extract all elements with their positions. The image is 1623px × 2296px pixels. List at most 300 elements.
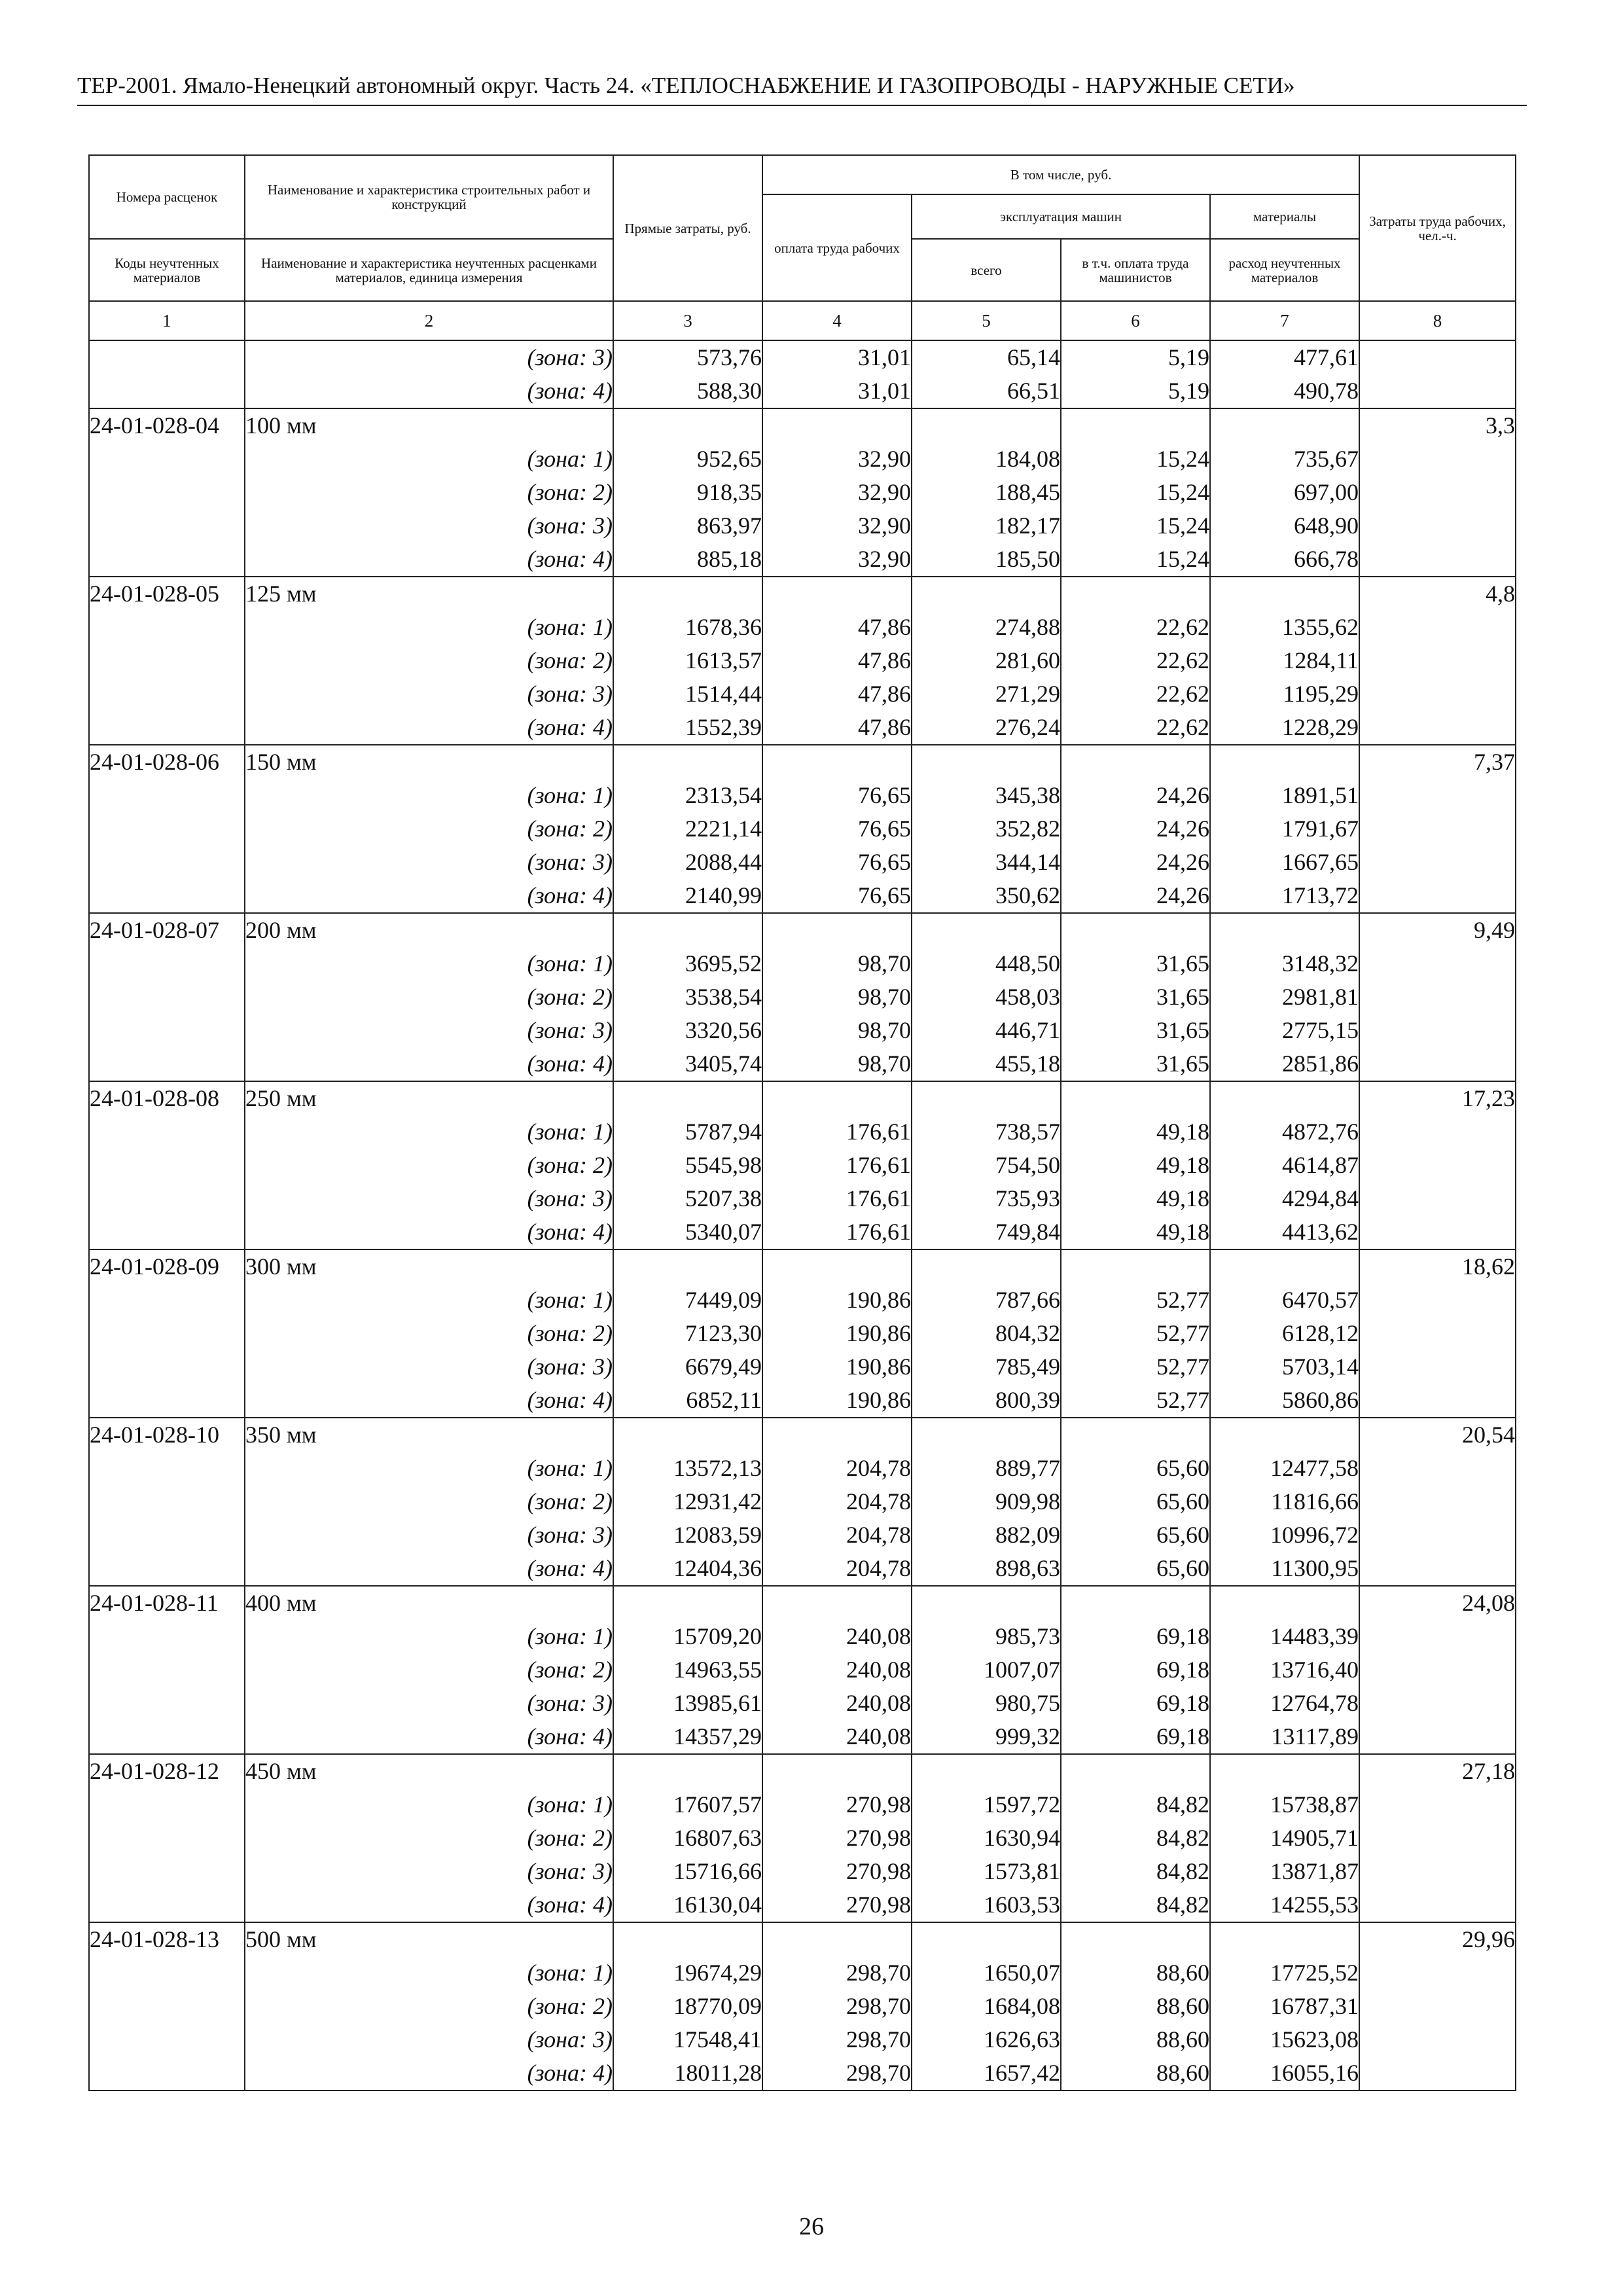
- rate-name: 250 мм: [245, 1081, 613, 1115]
- materials-cost: 2851,86: [1210, 1047, 1359, 1081]
- empty-cell: [89, 374, 245, 408]
- empty-cell: [1061, 1754, 1210, 1788]
- machines-total: 352,82: [912, 812, 1061, 846]
- wages: 98,70: [762, 1047, 912, 1081]
- machinist-wages: 15,24: [1061, 543, 1210, 577]
- machinist-wages: 15,24: [1061, 476, 1210, 509]
- direct-costs: 1613,57: [613, 644, 762, 677]
- materials-cost: 2775,15: [1210, 1014, 1359, 1047]
- rate-name: 150 мм: [245, 745, 613, 779]
- zone-row: [89, 2056, 1516, 2090]
- column-number: 4: [762, 301, 912, 340]
- empty-cell: [1061, 1586, 1210, 1620]
- labor-cost: 4,8: [1359, 577, 1516, 611]
- machines-total: 738,57: [912, 1115, 1061, 1149]
- wages: 32,90: [762, 509, 912, 543]
- direct-costs: 5207,38: [613, 1182, 762, 1215]
- empty-cell: [762, 1754, 912, 1788]
- direct-costs: 14357,29: [613, 1720, 762, 1754]
- zone-label: (зона: 1): [245, 1788, 613, 1821]
- zone-row: [89, 1552, 1516, 1586]
- zone-row: [89, 1149, 1516, 1182]
- zone-label: (зона: 1): [245, 947, 613, 980]
- empty-cell: [1359, 677, 1516, 711]
- wages: 298,70: [762, 2056, 912, 2090]
- machinist-wages: 22,62: [1061, 677, 1210, 711]
- empty-cell: [1359, 509, 1516, 543]
- wages: 270,98: [762, 1888, 912, 1922]
- zone-row: [89, 1317, 1516, 1350]
- empty-cell: [1061, 1081, 1210, 1115]
- zone-label: (зона: 2): [245, 812, 613, 846]
- empty-cell: [89, 1350, 245, 1384]
- empty-cell: [89, 1115, 245, 1149]
- empty-cell: [1359, 1317, 1516, 1350]
- empty-cell: [613, 1418, 762, 1452]
- header-total: всего: [912, 239, 1061, 301]
- direct-costs: 5787,94: [613, 1115, 762, 1149]
- rate-row: [89, 1754, 1516, 1788]
- header-incl-rub: В том числе, руб.: [762, 155, 1359, 194]
- direct-costs: 952,65: [613, 442, 762, 476]
- zone-label: (зона: 1): [245, 1956, 613, 1990]
- zone-row: [89, 1215, 1516, 1249]
- empty-cell: [89, 340, 245, 374]
- empty-cell: [89, 1552, 245, 1586]
- zone-row: [89, 1788, 1516, 1821]
- materials-cost: 11816,66: [1210, 1485, 1359, 1518]
- zone-label: (зона: 4): [245, 1552, 613, 1586]
- zone-label: (зона: 3): [245, 1350, 613, 1384]
- direct-costs: 16130,04: [613, 1888, 762, 1922]
- zone-label: (зона: 4): [245, 1720, 613, 1754]
- empty-cell: [1359, 1855, 1516, 1888]
- direct-costs: 3405,74: [613, 1047, 762, 1081]
- empty-cell: [89, 812, 245, 846]
- zone-label: (зона: 4): [245, 1215, 613, 1249]
- wages: 31,01: [762, 340, 912, 374]
- zone-row: [89, 1182, 1516, 1215]
- materials-cost: 4872,76: [1210, 1115, 1359, 1149]
- empty-cell: [89, 1620, 245, 1653]
- table-body: [89, 340, 1516, 2090]
- empty-cell: [613, 913, 762, 947]
- empty-cell: [1359, 1653, 1516, 1687]
- zone-label: (зона: 4): [245, 711, 613, 745]
- rate-code: 24-01-028-08: [89, 1081, 245, 1115]
- empty-cell: [1210, 1418, 1359, 1452]
- zone-label: (зона: 2): [245, 1317, 613, 1350]
- wages: 76,65: [762, 779, 912, 812]
- empty-cell: [1359, 543, 1516, 577]
- materials-cost: 14255,53: [1210, 1888, 1359, 1922]
- materials-cost: 1891,51: [1210, 779, 1359, 812]
- zone-row: [89, 1687, 1516, 1720]
- rate-code: 24-01-028-07: [89, 913, 245, 947]
- empty-cell: [89, 442, 245, 476]
- materials-cost: 13716,40: [1210, 1653, 1359, 1687]
- empty-cell: [89, 476, 245, 509]
- rate-code: 24-01-028-05: [89, 577, 245, 611]
- direct-costs: 2140,99: [613, 879, 762, 913]
- direct-costs: 1552,39: [613, 711, 762, 745]
- header-rule: [77, 105, 1527, 106]
- machines-total: 344,14: [912, 846, 1061, 879]
- materials-cost: 12764,78: [1210, 1687, 1359, 1720]
- zone-row: [89, 1384, 1516, 1418]
- direct-costs: 14963,55: [613, 1653, 762, 1687]
- zone-label: (зона: 1): [245, 1452, 613, 1485]
- zone-row: [89, 1350, 1516, 1384]
- machinist-wages: 69,18: [1061, 1653, 1210, 1687]
- zone-row: [89, 711, 1516, 745]
- machinist-wages: 65,60: [1061, 1518, 1210, 1552]
- wages: 98,70: [762, 1014, 912, 1047]
- direct-costs: 2313,54: [613, 779, 762, 812]
- wages: 76,65: [762, 879, 912, 913]
- materials-cost: 648,90: [1210, 509, 1359, 543]
- empty-cell: [613, 1586, 762, 1620]
- empty-cell: [89, 1687, 245, 1720]
- empty-cell: [89, 1452, 245, 1485]
- machines-total: 1603,53: [912, 1888, 1061, 1922]
- header-machinist-wages: в т.ч. оплата труда машинистов: [1061, 239, 1210, 301]
- materials-cost: 2981,81: [1210, 980, 1359, 1014]
- wages: 240,08: [762, 1687, 912, 1720]
- machines-total: 985,73: [912, 1620, 1061, 1653]
- machines-total: 909,98: [912, 1485, 1061, 1518]
- machines-total: 184,08: [912, 442, 1061, 476]
- empty-cell: [89, 1384, 245, 1418]
- rate-code: 24-01-028-11: [89, 1586, 245, 1620]
- zone-label: (зона: 3): [245, 1182, 613, 1215]
- empty-cell: [1210, 913, 1359, 947]
- empty-cell: [1359, 1149, 1516, 1182]
- empty-cell: [1359, 1888, 1516, 1922]
- direct-costs: 3695,52: [613, 947, 762, 980]
- rate-code: 24-01-028-06: [89, 745, 245, 779]
- rate-name: 400 мм: [245, 1586, 613, 1620]
- machinist-wages: 49,18: [1061, 1115, 1210, 1149]
- header-rate-numbers: Номера расценок: [89, 155, 245, 239]
- zone-label: (зона: 4): [245, 1888, 613, 1922]
- machines-total: 458,03: [912, 980, 1061, 1014]
- labor-cost: 3,3: [1359, 408, 1516, 442]
- header-material-codes: Коды неучтенных материалов: [89, 239, 245, 301]
- empty-cell: [1210, 1081, 1359, 1115]
- materials-cost: 5703,14: [1210, 1350, 1359, 1384]
- machines-total: 735,93: [912, 1182, 1061, 1215]
- machines-total: 1650,07: [912, 1956, 1061, 1990]
- empty-cell: [89, 1888, 245, 1922]
- empty-cell: [89, 2056, 245, 2090]
- materials-cost: 735,67: [1210, 442, 1359, 476]
- zone-label: (зона: 2): [245, 1149, 613, 1182]
- direct-costs: 12404,36: [613, 1552, 762, 1586]
- empty-cell: [1359, 374, 1516, 408]
- empty-cell: [1359, 1990, 1516, 2023]
- machinist-wages: 52,77: [1061, 1350, 1210, 1384]
- materials-cost: 1195,29: [1210, 677, 1359, 711]
- wages: 240,08: [762, 1620, 912, 1653]
- empty-cell: [1359, 644, 1516, 677]
- wages: 298,70: [762, 2023, 912, 2056]
- column-number: 7: [1210, 301, 1359, 340]
- machinist-wages: 31,65: [1061, 947, 1210, 980]
- empty-cell: [1061, 745, 1210, 779]
- wages: 176,61: [762, 1215, 912, 1249]
- zone-label: (зона: 2): [245, 476, 613, 509]
- zone-row: [89, 442, 1516, 476]
- direct-costs: 885,18: [613, 543, 762, 577]
- machines-total: 1597,72: [912, 1788, 1061, 1821]
- empty-cell: [1359, 1215, 1516, 1249]
- zone-row: [89, 2023, 1516, 2056]
- materials-cost: 3148,32: [1210, 947, 1359, 980]
- zone-row: [89, 779, 1516, 812]
- zone-row: [89, 1956, 1516, 1990]
- zone-label: (зона: 3): [245, 340, 613, 374]
- machinist-wages: 88,60: [1061, 1990, 1210, 2023]
- machines-total: 980,75: [912, 1687, 1061, 1720]
- empty-cell: [1210, 745, 1359, 779]
- zone-row: [89, 1653, 1516, 1687]
- empty-cell: [1359, 1552, 1516, 1586]
- zone-row: [89, 476, 1516, 509]
- materials-cost: 17725,52: [1210, 1956, 1359, 1990]
- wages: 204,78: [762, 1485, 912, 1518]
- column-number: 5: [912, 301, 1061, 340]
- wages: 270,98: [762, 1821, 912, 1855]
- empty-cell: [1210, 577, 1359, 611]
- page-number: 26: [799, 2213, 824, 2240]
- zone-row: [89, 1518, 1516, 1552]
- machines-total: 446,71: [912, 1014, 1061, 1047]
- empty-cell: [1359, 1014, 1516, 1047]
- rate-code: 24-01-028-10: [89, 1418, 245, 1452]
- empty-cell: [762, 408, 912, 442]
- wages: 204,78: [762, 1552, 912, 1586]
- wages: 47,86: [762, 711, 912, 745]
- direct-costs: 16807,63: [613, 1821, 762, 1855]
- rate-row: [89, 1081, 1516, 1115]
- machines-total: 1684,08: [912, 1990, 1061, 2023]
- zone-row: [89, 846, 1516, 879]
- wages: 204,78: [762, 1452, 912, 1485]
- empty-cell: [1359, 1485, 1516, 1518]
- wages: 204,78: [762, 1518, 912, 1552]
- machines-total: 345,38: [912, 779, 1061, 812]
- empty-cell: [1359, 2023, 1516, 2056]
- rate-name: 450 мм: [245, 1754, 613, 1788]
- direct-costs: 7449,09: [613, 1283, 762, 1317]
- empty-cell: [89, 1821, 245, 1855]
- rate-row: [89, 1586, 1516, 1620]
- empty-cell: [89, 1720, 245, 1754]
- empty-cell: [89, 846, 245, 879]
- empty-cell: [89, 947, 245, 980]
- zone-row: [89, 340, 1516, 374]
- zone-row: [89, 1821, 1516, 1855]
- materials-cost: 1667,65: [1210, 846, 1359, 879]
- empty-cell: [89, 779, 245, 812]
- empty-cell: [1359, 1182, 1516, 1215]
- empty-cell: [1359, 1620, 1516, 1653]
- empty-cell: [1359, 1350, 1516, 1384]
- materials-cost: 6128,12: [1210, 1317, 1359, 1350]
- machines-total: 281,60: [912, 644, 1061, 677]
- direct-costs: 18770,09: [613, 1990, 762, 2023]
- column-numbers-row: [89, 301, 1516, 340]
- zone-label: (зона: 3): [245, 1687, 613, 1720]
- machines-total: 1573,81: [912, 1855, 1061, 1888]
- zone-row: [89, 543, 1516, 577]
- machinist-wages: 84,82: [1061, 1788, 1210, 1821]
- machines-total: 785,49: [912, 1350, 1061, 1384]
- direct-costs: 15709,20: [613, 1620, 762, 1653]
- machines-total: 787,66: [912, 1283, 1061, 1317]
- wages: 76,65: [762, 812, 912, 846]
- empty-cell: [89, 1283, 245, 1317]
- column-number: 6: [1061, 301, 1210, 340]
- empty-cell: [1210, 408, 1359, 442]
- materials-cost: 1228,29: [1210, 711, 1359, 745]
- header-work-name: Наименование и характеристика строительных работ и конструкций: [245, 155, 613, 239]
- empty-cell: [762, 1586, 912, 1620]
- machinist-wages: 49,18: [1061, 1182, 1210, 1215]
- empty-cell: [613, 745, 762, 779]
- rate-code: 24-01-028-13: [89, 1922, 245, 1956]
- zone-row: [89, 611, 1516, 644]
- machines-total: 182,17: [912, 509, 1061, 543]
- zone-label: (зона: 3): [245, 846, 613, 879]
- zone-label: (зона: 2): [245, 1990, 613, 2023]
- labor-cost: 7,37: [1359, 745, 1516, 779]
- zone-label: (зона: 1): [245, 1620, 613, 1653]
- rate-code: 24-01-028-04: [89, 408, 245, 442]
- empty-cell: [1359, 711, 1516, 745]
- header-direct-costs: Прямые затраты, руб.: [613, 155, 762, 301]
- empty-cell: [912, 1249, 1061, 1283]
- machines-total: 889,77: [912, 1452, 1061, 1485]
- zone-label: (зона: 3): [245, 2023, 613, 2056]
- header-material-name: Наименование и характеристика неучтенных расценками материалов, единица измерения: [245, 239, 613, 301]
- direct-costs: 1678,36: [613, 611, 762, 644]
- machinist-wages: 24,26: [1061, 812, 1210, 846]
- empty-cell: [1359, 1788, 1516, 1821]
- materials-cost: 5860,86: [1210, 1384, 1359, 1418]
- direct-costs: 863,97: [613, 509, 762, 543]
- materials-cost: 11300,95: [1210, 1552, 1359, 1586]
- machines-total: 185,50: [912, 543, 1061, 577]
- header-machines: эксплуатация машин: [912, 194, 1210, 239]
- empty-cell: [1359, 340, 1516, 374]
- page-header: ТЕР-2001. Ямало-Ненецкий автономный округ. Часть 24. «ТЕПЛОСНАБЖЕНИЕ И ГАЗОПРОВОДЫ - НАРУЖНЫЕ СЕТИ»: [77, 73, 1295, 98]
- empty-cell: [1359, 476, 1516, 509]
- wages: 190,86: [762, 1283, 912, 1317]
- empty-cell: [1359, 2056, 1516, 2090]
- empty-cell: [1359, 1047, 1516, 1081]
- zone-label: (зона: 4): [245, 543, 613, 577]
- materials-cost: 16055,16: [1210, 2056, 1359, 2090]
- empty-cell: [912, 745, 1061, 779]
- wages: 98,70: [762, 947, 912, 980]
- wages: 270,98: [762, 1855, 912, 1888]
- empty-cell: [912, 1418, 1061, 1452]
- direct-costs: 588,30: [613, 374, 762, 408]
- zone-row: [89, 1283, 1516, 1317]
- materials-cost: 1355,62: [1210, 611, 1359, 644]
- empty-cell: [89, 1014, 245, 1047]
- machines-total: 882,09: [912, 1518, 1061, 1552]
- zone-row: [89, 1485, 1516, 1518]
- materials-cost: 14483,39: [1210, 1620, 1359, 1653]
- zone-row: [89, 644, 1516, 677]
- rate-name: 350 мм: [245, 1418, 613, 1452]
- materials-cost: 490,78: [1210, 374, 1359, 408]
- wages: 240,08: [762, 1653, 912, 1687]
- table-header: [89, 155, 1516, 340]
- direct-costs: 13985,61: [613, 1687, 762, 1720]
- direct-costs: 6852,11: [613, 1384, 762, 1418]
- wages: 190,86: [762, 1384, 912, 1418]
- labor-cost: 27,18: [1359, 1754, 1516, 1788]
- wages: 31,01: [762, 374, 912, 408]
- empty-cell: [1359, 1283, 1516, 1317]
- empty-cell: [89, 1518, 245, 1552]
- header-labor: Затраты труда рабочих, чел.-ч.: [1359, 155, 1516, 301]
- column-number: 8: [1359, 301, 1516, 340]
- wages: 76,65: [762, 846, 912, 879]
- direct-costs: 3538,54: [613, 980, 762, 1014]
- zone-label: (зона: 1): [245, 1115, 613, 1149]
- zone-label: (зона: 3): [245, 1518, 613, 1552]
- rate-name: 200 мм: [245, 913, 613, 947]
- zone-row: [89, 1014, 1516, 1047]
- machinist-wages: 88,60: [1061, 2056, 1210, 2090]
- machinist-wages: 5,19: [1061, 374, 1210, 408]
- zone-label: (зона: 1): [245, 779, 613, 812]
- machinist-wages: 49,18: [1061, 1149, 1210, 1182]
- direct-costs: 2088,44: [613, 846, 762, 879]
- direct-costs: 7123,30: [613, 1317, 762, 1350]
- empty-cell: [89, 509, 245, 543]
- machinist-wages: 15,24: [1061, 509, 1210, 543]
- direct-costs: 918,35: [613, 476, 762, 509]
- rate-name: 300 мм: [245, 1249, 613, 1283]
- empty-cell: [89, 1215, 245, 1249]
- empty-cell: [912, 1922, 1061, 1956]
- empty-cell: [89, 543, 245, 577]
- machines-total: 754,50: [912, 1149, 1061, 1182]
- rate-row: [89, 1922, 1516, 1956]
- zone-row: [89, 1990, 1516, 2023]
- materials-cost: 4614,87: [1210, 1149, 1359, 1182]
- header-materials: материалы: [1210, 194, 1359, 239]
- wages: 298,70: [762, 1956, 912, 1990]
- labor-cost: 29,96: [1359, 1922, 1516, 1956]
- zone-label: (зона: 4): [245, 1384, 613, 1418]
- wages: 98,70: [762, 980, 912, 1014]
- machinist-wages: 49,18: [1061, 1215, 1210, 1249]
- empty-cell: [762, 1922, 912, 1956]
- zone-row: [89, 812, 1516, 846]
- empty-cell: [613, 1081, 762, 1115]
- rate-row: [89, 745, 1516, 779]
- wages: 176,61: [762, 1149, 912, 1182]
- machinist-wages: 24,26: [1061, 879, 1210, 913]
- header-unaccounted-materials: расход неучтенных материалов: [1210, 239, 1359, 301]
